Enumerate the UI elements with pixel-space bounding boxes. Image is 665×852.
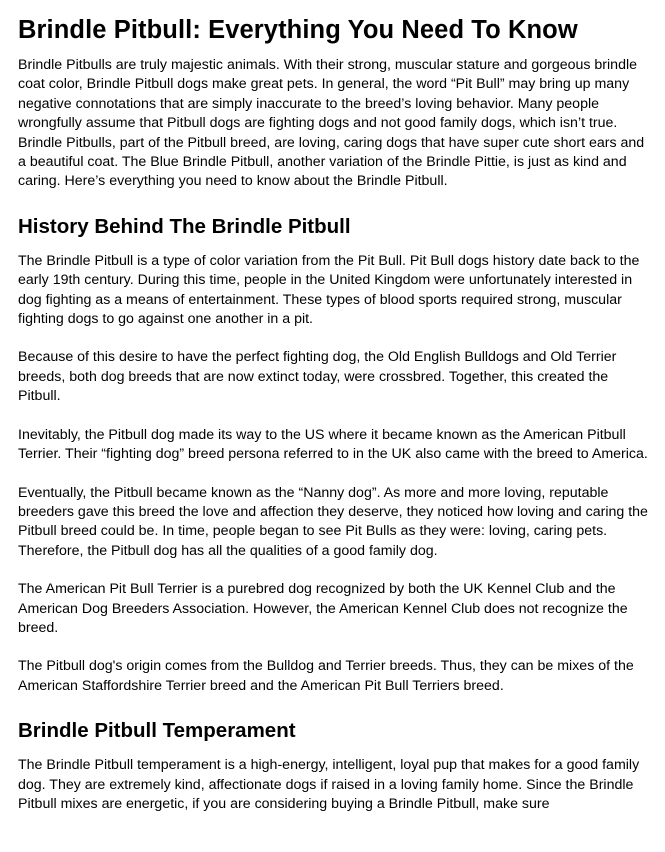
history-paragraph-1: The Brindle Pitbull is a type of color variation from the Pit Bull. Pit Bull dogs history date back to the early 19th century. During this time, people in the United Kingdom were unfortunately interested in dog fighting as a means of entertainment. These types of blood sports required strong, muscular fighting dogs to go against one another in a pit. <box>18 252 640 328</box>
section-heading-temperament: Brindle Pitbull Temperament <box>18 719 296 743</box>
history-paragraph-2: Because of this desire to have the perfect fighting dog, the Old English Bulldogs and Old Terrier breeds, both dog breeds that are now extinct today, were crossbred. Together, this created the Pitbull. <box>18 349 617 405</box>
page-title: Brindle Pitbull: Everything You Need To Know <box>18 16 578 44</box>
temperament-paragraph-1: The Brindle Pitbull temperament is a high-energy, intelligent, loyal pup that makes for a good family dog. They are extremely kind, affectionate dogs if raised in a loving family home. Since the Brindle Pitbull mixes are energetic, if you are considering buying a Brindle Pitbull, make sure <box>18 757 640 812</box>
section-heading-history: History Behind The Brindle Pitbull <box>18 214 351 238</box>
history-paragraph-6: The Pitbull dog's origin comes from the Bulldog and Terrier breeds. Thus, they can be mixes of the American Staffordshire Terrier breed and the American Pit Bull Terriers breed. <box>18 658 634 694</box>
history-paragraph-5: The American Pit Bull Terrier is a purebred dog recognized by both the UK Kennel Club and the American Dog Breeders Association. However, the American Kennel Club does not recognize the breed. <box>18 581 628 636</box>
document-page <box>18 0 648 814</box>
history-paragraph-3: Inevitably, the Pitbull dog made its way to the US where it became known as the American Pitbull Terrier. Their “fighting dog” breed persona referred to in the UK also came with the breed to America. <box>18 426 648 463</box>
intro-paragraph: Brindle Pitbulls are truly majestic animals. With their strong, muscular stature and gorgeous brindle coat color, Brindle Pitbull dogs make great pets. In general, the word “Pit Bull” may bring up many negative connotations that are simply inaccurate to the breed’s loving behavior. Many people wrongfully assume that Pitbull dogs are fighting dogs and not good family dogs, which isn’t true. Brindle Pitbulls, part of the Pitbull breed, are loving, caring dogs that have super cute short ears and a beautiful coat. The Blue Brindle Pitbull, another variation of the Brindle Pittie, is just as kind and caring. Here’s everything you need to know about the Brindle Pitbull. <box>18 57 645 190</box>
history-paragraph-4: Eventually, the Pitbull became known as the “Nanny dog”. As more and more loving, reputable breeders gave this breed the love and affection they deserve, they noticed how loving and caring the Pitbull breed could be. In time, people began to see Pit Bulls as they were: loving, caring pets. Therefore, the Pitbull dog has all the qualities of a good family dog. <box>18 484 648 559</box>
